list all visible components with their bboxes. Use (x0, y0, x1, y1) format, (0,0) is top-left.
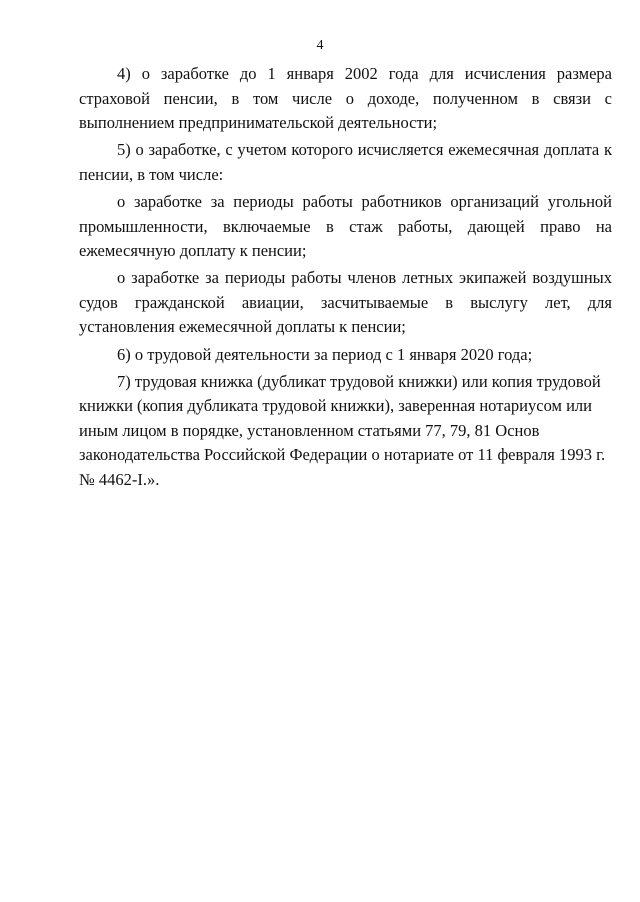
paragraph-item-4: 4) о заработке до 1 января 2002 года для исчисления размера страховой пенсии, в том числе о доходе, полученном в связи с выполнением предпринимательской деятельности; (79, 64, 612, 133)
paragraph-item-7: 7) трудовая книжка (дубликат трудовой книжки) или копия трудовой книжки (копия дубликата трудовой книжки), заверенная нотариусом или иным лицом в порядке, установленном статьями 77, 79, 81 Основ законодательства Российской Федерации о нотариате от 11 февраля 1993 г. № 4462-I.». (79, 371, 606, 489)
paragraph-item-6: 6) о трудовой деятельности за период с 1 января 2020 года; (117, 344, 533, 364)
paragraph-item-5: 5) о заработке, с учетом которого исчисляется ежемесячная доплата к пенсии, в том числе: (79, 140, 612, 184)
document-body (79, 62, 612, 495)
paragraph-coal-industry: о заработке за периоды работы работников организаций угольной промышленности, включаемые в стаж работы, дающей право на ежемесячную доплату к пенсии; (79, 191, 612, 261)
page-number: 4 (316, 38, 324, 53)
paragraph-civil-aviation: о заработке за периоды работы членов летных экипажей воздушных судов гражданской авиации, засчитываемые в выслугу лет, для установления ежемесячной доплаты к пенсии; (79, 268, 612, 337)
